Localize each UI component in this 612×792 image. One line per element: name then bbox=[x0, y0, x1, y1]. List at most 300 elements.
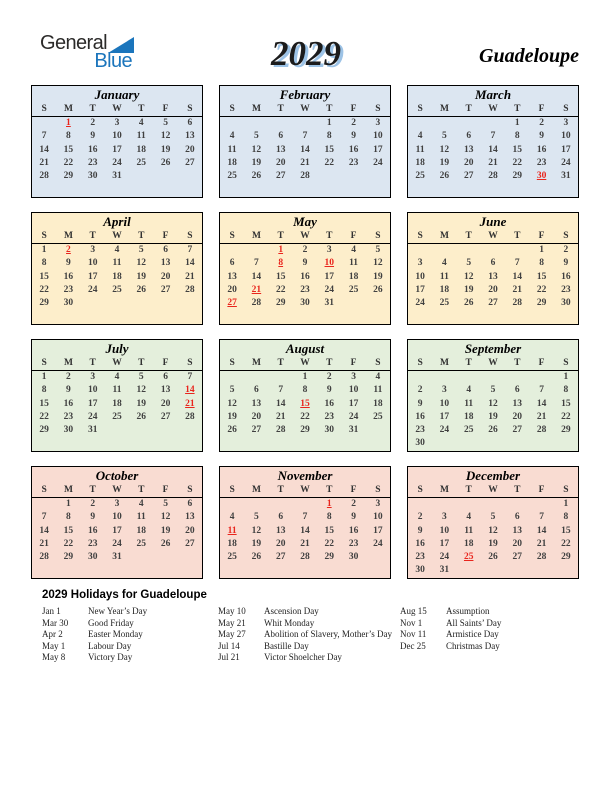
date-december-2: 2 bbox=[417, 512, 423, 523]
date-february-26: 26 bbox=[251, 171, 262, 182]
date-november-16: 16 bbox=[348, 525, 359, 536]
week-row bbox=[408, 183, 578, 196]
holiday-date: May 10 bbox=[218, 606, 246, 616]
date-february-11: 11 bbox=[227, 144, 237, 155]
date-january-29: 29 bbox=[63, 171, 74, 182]
date-november-5: 5 bbox=[254, 512, 259, 523]
date-september-23: 23 bbox=[415, 425, 425, 436]
date-empty bbox=[81, 297, 105, 310]
date-june-20: 20 bbox=[488, 284, 498, 295]
week-row bbox=[220, 551, 390, 564]
holiday-name: Victor Shoelcher Day bbox=[264, 652, 342, 663]
date-november-6: 6 bbox=[278, 512, 284, 523]
date-december-27: 27 bbox=[512, 552, 523, 563]
date-empty bbox=[269, 498, 293, 511]
weekday-cell: W bbox=[300, 485, 310, 495]
holiday-name: Armistice Day bbox=[446, 629, 499, 640]
date-february-18: 18 bbox=[227, 157, 237, 168]
date-april-21: 21 bbox=[185, 271, 195, 282]
date-october-28: 28 bbox=[39, 552, 49, 563]
date-august-6: 6 bbox=[254, 385, 259, 396]
month-title-march: March bbox=[474, 87, 512, 102]
weekday-cell: T bbox=[89, 231, 96, 241]
holiday-name: Labour Day bbox=[88, 640, 132, 651]
date-empty bbox=[317, 437, 341, 450]
weekday-cell: S bbox=[375, 485, 381, 495]
date-empty bbox=[178, 170, 202, 183]
weekday-cell: S bbox=[229, 485, 235, 495]
date-empty bbox=[481, 437, 505, 450]
date-december-13: 13 bbox=[512, 525, 523, 536]
date-september-13: 13 bbox=[512, 398, 523, 409]
weekday-cell: S bbox=[417, 104, 423, 114]
week-row bbox=[220, 384, 390, 397]
weekday-cell: F bbox=[350, 485, 357, 495]
date-empty bbox=[129, 424, 153, 437]
date-empty bbox=[529, 564, 553, 577]
date-june-12: 12 bbox=[463, 271, 474, 282]
weekday-cell: S bbox=[229, 358, 235, 368]
date-empty bbox=[432, 117, 456, 130]
date-november-9: 9 bbox=[351, 512, 356, 523]
date-november-26: 26 bbox=[251, 552, 262, 563]
date-may-7: 7 bbox=[254, 258, 259, 269]
date-october-12: 12 bbox=[160, 512, 171, 523]
date-march-20: 20 bbox=[463, 157, 474, 168]
date-empty bbox=[408, 183, 432, 196]
date-january-10: 10 bbox=[112, 131, 122, 142]
date-empty bbox=[220, 498, 244, 511]
weekday-header bbox=[32, 484, 202, 498]
date-empty bbox=[153, 437, 177, 450]
date-empty bbox=[432, 498, 456, 511]
date-january-2: 2 bbox=[90, 118, 96, 128]
date-empty bbox=[481, 310, 505, 323]
date-empty bbox=[529, 371, 553, 384]
date-empty bbox=[505, 244, 529, 257]
date-february-25: 25 bbox=[227, 171, 237, 182]
weekday-cell: S bbox=[41, 485, 47, 495]
date-january-26: 26 bbox=[160, 157, 171, 168]
holiday-column-2 bbox=[218, 606, 392, 664]
date-november-24: 24 bbox=[373, 538, 383, 549]
date-october-25: 25 bbox=[136, 538, 147, 549]
date-august-17: 17 bbox=[348, 398, 359, 409]
date-november-15: 15 bbox=[324, 525, 335, 536]
weekday-cell: F bbox=[162, 358, 169, 368]
week-row bbox=[408, 157, 578, 170]
week-row bbox=[408, 437, 578, 450]
date-december-9: 9 bbox=[417, 525, 423, 536]
date-september-7: 7 bbox=[539, 385, 544, 396]
week-row bbox=[220, 183, 390, 196]
date-november-12: 12 bbox=[251, 525, 262, 536]
weekday-cell: W bbox=[112, 358, 122, 368]
weekday-cell: M bbox=[63, 358, 73, 368]
date-empty bbox=[529, 498, 553, 511]
weekday-header bbox=[408, 103, 578, 117]
date-december-11: 11 bbox=[464, 525, 474, 536]
date-empty bbox=[432, 183, 456, 196]
weekday-header bbox=[32, 230, 202, 244]
date-empty bbox=[481, 183, 505, 196]
week-row bbox=[32, 411, 202, 424]
date-january-31: 31 bbox=[112, 171, 122, 182]
date-may-11: 11 bbox=[349, 258, 359, 269]
date-february-16: 16 bbox=[348, 144, 359, 155]
date-empty bbox=[317, 170, 341, 183]
date-june-17: 17 bbox=[415, 284, 425, 295]
week-row bbox=[220, 437, 390, 450]
holiday-name: Abolition of Slavery, Mother’s Day bbox=[264, 629, 392, 640]
week-row bbox=[220, 411, 390, 424]
date-august-20: 20 bbox=[251, 411, 262, 422]
date-june-7: 7 bbox=[514, 258, 520, 269]
date-august-28: 28 bbox=[275, 425, 286, 436]
date-empty bbox=[244, 310, 268, 323]
date-empty bbox=[408, 244, 432, 257]
date-november-23: 23 bbox=[348, 538, 359, 549]
date-september-25: 25 bbox=[463, 425, 474, 436]
date-february-19: 19 bbox=[251, 157, 262, 168]
holiday-item bbox=[42, 629, 147, 641]
weekday-cell: T bbox=[465, 485, 472, 495]
date-january-30: 30 bbox=[87, 171, 98, 182]
date-july-4: 4 bbox=[114, 372, 120, 382]
date-august-21: 21 bbox=[275, 411, 286, 422]
weekday-cell: S bbox=[187, 358, 193, 368]
weekday-cell: S bbox=[41, 104, 47, 114]
week-row bbox=[408, 424, 578, 437]
date-april-13: 13 bbox=[160, 258, 171, 269]
date-september-17: 17 bbox=[439, 411, 450, 422]
date-september-29: 29 bbox=[561, 425, 571, 436]
week-row bbox=[32, 424, 202, 437]
date-december-28: 28 bbox=[536, 552, 547, 563]
date-empty bbox=[505, 564, 529, 577]
weekday-cell: F bbox=[538, 104, 545, 114]
holiday-item bbox=[42, 641, 147, 653]
date-october-29: 29 bbox=[63, 552, 74, 563]
weekday-cell: S bbox=[229, 104, 235, 114]
date-empty bbox=[220, 117, 244, 130]
month-card-march bbox=[407, 85, 579, 198]
date-may-13: 13 bbox=[227, 271, 237, 282]
date-december-4: 4 bbox=[466, 512, 472, 523]
date-december-18: 18 bbox=[463, 538, 474, 549]
date-empty bbox=[505, 310, 529, 323]
date-june-26: 26 bbox=[463, 298, 474, 309]
date-november-2: 2 bbox=[351, 499, 356, 509]
date-july-14: 14 bbox=[185, 385, 195, 396]
week-row bbox=[32, 310, 202, 323]
date-empty bbox=[129, 170, 153, 183]
holiday-name: Whit Monday bbox=[264, 617, 315, 628]
date-april-23: 23 bbox=[63, 284, 74, 295]
date-october-23: 23 bbox=[87, 538, 98, 549]
week-row bbox=[32, 398, 202, 411]
date-april-4: 4 bbox=[114, 245, 120, 255]
month-title-april: April bbox=[103, 214, 131, 229]
weekday-cell: W bbox=[112, 231, 122, 241]
week-row bbox=[32, 170, 202, 183]
month-title-august: August bbox=[285, 341, 325, 356]
month-card-january bbox=[31, 85, 203, 198]
date-may-14: 14 bbox=[251, 271, 262, 282]
weekday-header bbox=[408, 230, 578, 244]
date-june-3: 3 bbox=[417, 258, 423, 269]
date-august-27: 27 bbox=[251, 425, 262, 436]
weekday-cell: S bbox=[375, 104, 381, 114]
weekday-cell: F bbox=[162, 485, 169, 495]
date-empty bbox=[341, 170, 365, 183]
week-row bbox=[32, 371, 202, 384]
weekday-cell: T bbox=[138, 485, 145, 495]
date-march-13: 13 bbox=[463, 144, 474, 155]
date-july-27: 27 bbox=[160, 411, 171, 422]
date-november-10: 10 bbox=[373, 512, 383, 523]
logo-text-general: General bbox=[40, 32, 107, 54]
date-december-6: 6 bbox=[514, 512, 520, 523]
weekday-cell: T bbox=[277, 104, 284, 114]
date-empty bbox=[81, 183, 105, 196]
weekday-cell: T bbox=[138, 104, 145, 114]
date-empty bbox=[432, 437, 456, 450]
date-july-5: 5 bbox=[138, 372, 144, 382]
date-empty bbox=[244, 244, 268, 257]
date-empty bbox=[244, 564, 268, 577]
date-june-28: 28 bbox=[512, 298, 523, 309]
date-december-12: 12 bbox=[488, 525, 498, 536]
date-empty bbox=[32, 498, 56, 511]
holiday-name: Good Friday bbox=[88, 617, 134, 628]
date-june-1: 1 bbox=[539, 245, 544, 255]
holiday-date: May 21 bbox=[218, 617, 246, 628]
date-october-7: 7 bbox=[41, 512, 47, 523]
date-june-19: 19 bbox=[463, 284, 474, 295]
week-row bbox=[408, 551, 578, 564]
date-november-17: 17 bbox=[373, 525, 383, 536]
date-empty bbox=[408, 310, 432, 323]
date-august-12: 12 bbox=[227, 398, 237, 409]
month-card-july bbox=[31, 339, 203, 452]
date-july-22: 22 bbox=[39, 411, 49, 422]
date-september-20: 20 bbox=[512, 411, 523, 422]
date-july-12: 12 bbox=[136, 385, 147, 396]
date-march-18: 18 bbox=[415, 157, 425, 168]
holiday-date: May 27 bbox=[218, 629, 246, 640]
date-july-10: 10 bbox=[87, 385, 98, 396]
weekday-cell: M bbox=[439, 104, 449, 114]
date-march-17: 17 bbox=[561, 144, 571, 155]
weekday-cell: M bbox=[63, 231, 73, 241]
date-january-28: 28 bbox=[39, 171, 49, 182]
date-empty bbox=[293, 310, 317, 323]
date-july-20: 20 bbox=[160, 398, 171, 409]
week-row bbox=[220, 284, 390, 297]
date-july-31: 31 bbox=[87, 425, 98, 436]
date-january-27: 27 bbox=[185, 157, 195, 168]
holiday-name: Victory Day bbox=[88, 652, 133, 663]
date-april-30: 30 bbox=[63, 298, 74, 309]
date-january-9: 9 bbox=[90, 131, 96, 142]
holidays-section bbox=[0, 589, 612, 779]
date-april-3: 3 bbox=[90, 245, 96, 255]
date-july-11: 11 bbox=[112, 385, 122, 396]
date-empty bbox=[554, 310, 578, 323]
date-empty bbox=[366, 564, 390, 577]
date-october-9: 9 bbox=[90, 512, 96, 523]
date-october-14: 14 bbox=[39, 525, 49, 536]
weekday-cell: F bbox=[538, 485, 545, 495]
date-empty bbox=[178, 297, 202, 310]
date-empty bbox=[529, 310, 553, 323]
date-january-5: 5 bbox=[163, 118, 168, 128]
holiday-date: Jul 21 bbox=[218, 652, 240, 663]
date-december-14: 14 bbox=[536, 525, 547, 536]
date-february-6: 6 bbox=[278, 131, 284, 142]
date-march-2: 2 bbox=[539, 118, 544, 128]
date-february-22: 22 bbox=[324, 157, 335, 168]
date-march-8: 8 bbox=[514, 131, 520, 142]
week-row bbox=[32, 437, 202, 450]
week-row bbox=[408, 525, 578, 538]
date-empty bbox=[32, 183, 56, 196]
date-december-16: 16 bbox=[415, 538, 425, 549]
date-september-14: 14 bbox=[536, 398, 547, 409]
date-empty bbox=[432, 310, 456, 323]
date-march-6: 6 bbox=[466, 131, 472, 142]
date-july-30: 30 bbox=[63, 425, 74, 436]
weekday-cell: S bbox=[187, 231, 193, 241]
date-empty bbox=[220, 371, 244, 384]
date-july-13: 13 bbox=[160, 385, 171, 396]
date-may-10: 10 bbox=[324, 258, 335, 269]
date-june-15: 15 bbox=[536, 271, 547, 282]
date-february-1: 1 bbox=[326, 118, 332, 128]
holiday-item bbox=[218, 641, 392, 653]
weekday-cell: S bbox=[417, 231, 423, 241]
date-february-12: 12 bbox=[251, 144, 262, 155]
week-row bbox=[220, 157, 390, 170]
date-empty bbox=[269, 437, 293, 450]
date-empty bbox=[457, 310, 481, 323]
date-march-7: 7 bbox=[490, 131, 496, 142]
weekday-cell: T bbox=[326, 104, 333, 114]
date-april-19: 19 bbox=[136, 271, 147, 282]
date-august-2: 2 bbox=[326, 372, 332, 382]
date-february-14: 14 bbox=[300, 144, 310, 155]
weekday-header bbox=[220, 357, 390, 371]
date-april-12: 12 bbox=[136, 258, 147, 269]
date-march-3: 3 bbox=[563, 118, 569, 128]
date-july-28: 28 bbox=[185, 411, 195, 422]
date-september-11: 11 bbox=[464, 398, 474, 409]
date-may-23: 23 bbox=[300, 284, 310, 295]
date-empty bbox=[244, 117, 268, 130]
week-row bbox=[220, 130, 390, 143]
holiday-item bbox=[400, 641, 501, 653]
date-may-24: 24 bbox=[324, 284, 335, 295]
date-august-18: 18 bbox=[373, 398, 383, 409]
date-june-2: 2 bbox=[563, 245, 569, 255]
date-july-7: 7 bbox=[187, 372, 193, 382]
date-august-8: 8 bbox=[302, 385, 308, 396]
date-may-1: 1 bbox=[278, 245, 284, 255]
date-empty bbox=[129, 564, 153, 577]
date-august-22: 22 bbox=[300, 411, 310, 422]
date-december-25: 25 bbox=[463, 552, 474, 563]
weekday-cell: T bbox=[514, 231, 521, 241]
date-empty bbox=[129, 297, 153, 310]
month-title-july: July bbox=[105, 341, 129, 356]
date-may-28: 28 bbox=[251, 298, 262, 309]
date-october-1: 1 bbox=[66, 499, 71, 509]
date-october-16: 16 bbox=[87, 525, 98, 536]
date-empty bbox=[244, 371, 268, 384]
date-september-26: 26 bbox=[488, 425, 498, 436]
week-row bbox=[32, 183, 202, 196]
date-january-17: 17 bbox=[112, 144, 122, 155]
date-june-8: 8 bbox=[539, 258, 544, 269]
date-empty bbox=[32, 117, 56, 130]
date-january-8: 8 bbox=[66, 131, 71, 142]
date-empty bbox=[105, 424, 129, 437]
date-september-24: 24 bbox=[439, 425, 450, 436]
date-august-3: 3 bbox=[351, 372, 356, 382]
date-august-10: 10 bbox=[348, 385, 359, 396]
date-empty bbox=[554, 564, 578, 577]
week-row bbox=[220, 257, 390, 270]
weekday-cell: F bbox=[538, 231, 545, 241]
date-november-18: 18 bbox=[227, 538, 237, 549]
date-empty bbox=[244, 498, 268, 511]
year-title: 2029 bbox=[271, 34, 341, 73]
date-june-21: 21 bbox=[512, 284, 523, 295]
weekday-cell: T bbox=[138, 231, 145, 241]
date-february-17: 17 bbox=[373, 144, 383, 155]
date-may-5: 5 bbox=[375, 245, 381, 255]
weekday-cell: T bbox=[326, 231, 333, 241]
date-april-9: 9 bbox=[66, 258, 71, 269]
weekday-cell: M bbox=[251, 104, 261, 114]
date-november-8: 8 bbox=[326, 512, 332, 523]
date-empty bbox=[105, 183, 129, 196]
date-october-27: 27 bbox=[185, 538, 195, 549]
date-april-2: 2 bbox=[66, 245, 71, 255]
date-april-26: 26 bbox=[136, 284, 147, 295]
month-title-september: September bbox=[464, 341, 522, 356]
date-empty bbox=[56, 437, 80, 450]
date-august-7: 7 bbox=[278, 385, 284, 396]
date-empty bbox=[457, 437, 481, 450]
date-april-29: 29 bbox=[39, 298, 49, 309]
date-december-8: 8 bbox=[563, 512, 569, 523]
month-card-april bbox=[31, 212, 203, 325]
date-june-11: 11 bbox=[439, 271, 449, 282]
holiday-date: Jul 14 bbox=[218, 640, 240, 651]
date-april-18: 18 bbox=[112, 271, 122, 282]
holiday-column-1 bbox=[42, 606, 147, 664]
date-march-31: 31 bbox=[561, 171, 571, 182]
month-card-august bbox=[219, 339, 391, 452]
weekday-cell: M bbox=[63, 485, 73, 495]
date-june-4: 4 bbox=[442, 258, 447, 269]
date-july-21: 21 bbox=[185, 398, 195, 409]
date-empty bbox=[293, 183, 317, 196]
month-title-june: June bbox=[479, 214, 507, 229]
date-october-3: 3 bbox=[114, 499, 120, 509]
